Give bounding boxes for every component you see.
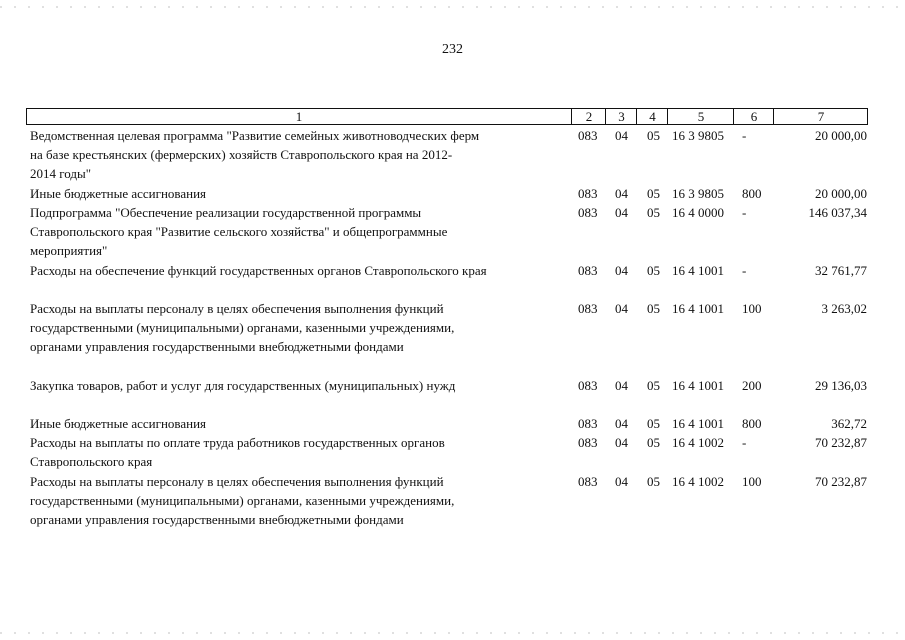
description-line: Ставропольского края "Развитие сельского хозяйства" и общепрограммные xyxy=(30,224,448,239)
target-article-code: 16 4 1001 xyxy=(672,301,724,316)
target-article-code: 16 3 9805 xyxy=(672,128,724,143)
row-description xyxy=(30,203,570,260)
description-line: мероприятия" xyxy=(30,243,108,258)
subsection-code: 05 xyxy=(647,474,660,489)
description-line: Ведомственная целевая программа "Развитие семейных животноводческих ферм xyxy=(30,128,480,143)
row-description xyxy=(30,184,570,203)
ministry-code: 083 xyxy=(578,263,598,278)
amount: 3 263,02 xyxy=(821,301,867,316)
expense-type-code: - xyxy=(742,128,747,143)
description-line: Подпрограмма "Обеспечение реализации государственной программы xyxy=(30,205,422,220)
subsection-code: 05 xyxy=(647,263,660,278)
amount: 70 232,87 xyxy=(815,435,867,450)
page-number: 232 xyxy=(442,42,463,57)
subsection-code: 05 xyxy=(647,301,660,316)
target-article-code: 16 4 1002 xyxy=(672,435,724,450)
description-line: государственными (муниципальными) органами, казенными учреждениями, xyxy=(30,493,455,508)
expense-type-code: - xyxy=(742,205,747,220)
table-header-row xyxy=(26,108,868,125)
expense-type-code: - xyxy=(742,263,747,278)
description-line: Ставропольского края xyxy=(30,454,153,469)
ministry-code: 083 xyxy=(578,378,598,393)
subsection-code: 05 xyxy=(647,128,660,143)
scan-noise-bottom xyxy=(0,632,905,634)
row-description xyxy=(30,126,570,183)
header-col-1: 1 xyxy=(295,109,303,124)
row-description xyxy=(30,261,570,280)
description-line: Иные бюджетные ассигнования xyxy=(30,416,207,431)
amount: 146 037,34 xyxy=(808,205,867,220)
header-col-3: 3 xyxy=(605,109,637,124)
section-code: 04 xyxy=(615,378,628,393)
header-col-5: 5 xyxy=(667,109,734,124)
description-line: Иные бюджетные ассигнования xyxy=(30,186,207,201)
section-code: 04 xyxy=(615,474,628,489)
description-line: 2014 годы" xyxy=(30,166,92,181)
target-article-code: 16 4 0000 xyxy=(672,205,724,220)
header-col-2: 2 xyxy=(571,109,606,124)
description-line: Закупка товаров, работ и услуг для государственных (муниципальных) нужд xyxy=(30,378,456,393)
target-article-code: 16 4 1001 xyxy=(672,416,724,431)
section-code: 04 xyxy=(615,435,628,450)
description-line: Расходы на выплаты персоналу в целях обеспечения выполнения функций xyxy=(30,474,444,489)
expense-type-code: 100 xyxy=(742,474,762,489)
expense-type-code: - xyxy=(742,435,747,450)
ministry-code: 083 xyxy=(578,435,598,450)
subsection-code: 05 xyxy=(647,416,660,431)
amount: 20 000,00 xyxy=(815,128,867,143)
row-description xyxy=(30,433,570,471)
ministry-code: 083 xyxy=(578,128,598,143)
description-line: Расходы на выплаты персоналу в целях обеспечения выполнения функций xyxy=(30,301,444,316)
ministry-code: 083 xyxy=(578,474,598,489)
section-code: 04 xyxy=(615,128,628,143)
ministry-code: 083 xyxy=(578,301,598,316)
header-col-7: 7 xyxy=(773,109,868,124)
header-col-6: 6 xyxy=(733,109,774,124)
ministry-code: 083 xyxy=(578,186,598,201)
ministry-code: 083 xyxy=(578,416,598,431)
target-article-code: 16 4 1001 xyxy=(672,263,724,278)
section-code: 04 xyxy=(615,301,628,316)
description-line: органами управления государственными внебюджетными фондами xyxy=(30,512,404,527)
expense-type-code: 200 xyxy=(742,378,762,393)
description-line: Расходы на выплаты по оплате труда работников государственных органов xyxy=(30,435,445,450)
expense-type-code: 800 xyxy=(742,416,762,431)
description-line: государственными (муниципальными) органами, казенными учреждениями, xyxy=(30,320,455,335)
section-code: 04 xyxy=(615,186,628,201)
ministry-code: 083 xyxy=(578,205,598,220)
target-article-code: 16 4 1002 xyxy=(672,474,724,489)
row-description xyxy=(30,376,570,395)
expense-type-code: 100 xyxy=(742,301,762,316)
amount: 29 136,03 xyxy=(815,378,867,393)
expense-type-code: 800 xyxy=(742,186,762,201)
section-code: 04 xyxy=(615,416,628,431)
description-line: органами управления государственными внебюджетными фондами xyxy=(30,339,404,354)
description-line: Расходы на обеспечение функций государственных органов Ставропольского края xyxy=(30,263,487,278)
amount: 32 761,77 xyxy=(815,263,867,278)
subsection-code: 05 xyxy=(647,378,660,393)
amount: 20 000,00 xyxy=(815,186,867,201)
section-code: 04 xyxy=(615,205,628,220)
amount: 70 232,87 xyxy=(815,474,867,489)
subsection-code: 05 xyxy=(647,186,660,201)
row-description xyxy=(30,299,570,356)
subsection-code: 05 xyxy=(647,205,660,220)
target-article-code: 16 3 9805 xyxy=(672,186,724,201)
header-col-4: 4 xyxy=(636,109,668,124)
amount: 362,72 xyxy=(831,416,867,431)
description-line: на базе крестьянских (фермерских) хозяйств Ставропольского края на 2012- xyxy=(30,147,453,162)
section-code: 04 xyxy=(615,263,628,278)
scan-noise-top xyxy=(0,6,905,8)
row-description xyxy=(30,472,570,529)
target-article-code: 16 4 1001 xyxy=(672,378,724,393)
row-description xyxy=(30,414,570,433)
subsection-code: 05 xyxy=(647,435,660,450)
